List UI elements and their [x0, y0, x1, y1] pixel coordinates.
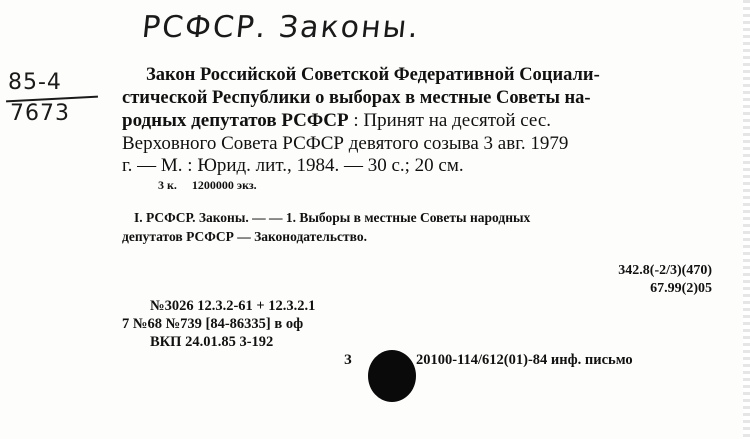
ink-blot	[368, 350, 416, 402]
subject-line-2: депутатов РСФСР — Законодательство.	[122, 229, 367, 244]
tech-line-4-prefix: З	[344, 352, 352, 368]
imprint-line-4: Верховного Совета РСФСР девятого созыва 3 авг. 1979	[122, 133, 569, 154]
title-line-2: стической Республики о выборах в местные Советы на-	[122, 88, 591, 108]
handwritten-heading: РСФСР. Законы.	[140, 10, 422, 45]
imprint-line-5: г. — М. : Юрид. лит., 1984. — 30 с.; 20 см.	[122, 155, 464, 176]
tech-line-3: ВКП 24.01.85 3-192	[150, 334, 274, 350]
title-line-3	[122, 110, 551, 132]
title-line-3-bold: родных депутатов РСФСР	[122, 110, 349, 131]
card-edge-noise	[743, 0, 750, 439]
classification-line-2: 67.99(2)05	[650, 281, 712, 296]
tech-line-1: №3026 12.3.2-61 + 12.3.2.1	[150, 298, 316, 314]
title-line-1: Закон Российской Советской Федеративной Социали-	[146, 65, 600, 85]
classification-line-1: 342.8(-2/3)(470)	[618, 263, 712, 278]
tech-line-2: 7 №68 №739 [84-86335] в оф	[122, 316, 304, 332]
title-line-3-rest: : Принят на десятой сес.	[348, 110, 552, 131]
tech-line-4: 20100-114/612(01)-84 инф. письмо	[416, 352, 633, 368]
call-number-top: 85-4	[8, 70, 62, 95]
call-number-bottom: 7673	[10, 101, 70, 126]
subject-line-1: I. РСФСР. Законы. — — 1. Выборы в местные Советы народных	[134, 210, 531, 225]
price-run: 3 к. 1200000 экз.	[158, 178, 257, 192]
